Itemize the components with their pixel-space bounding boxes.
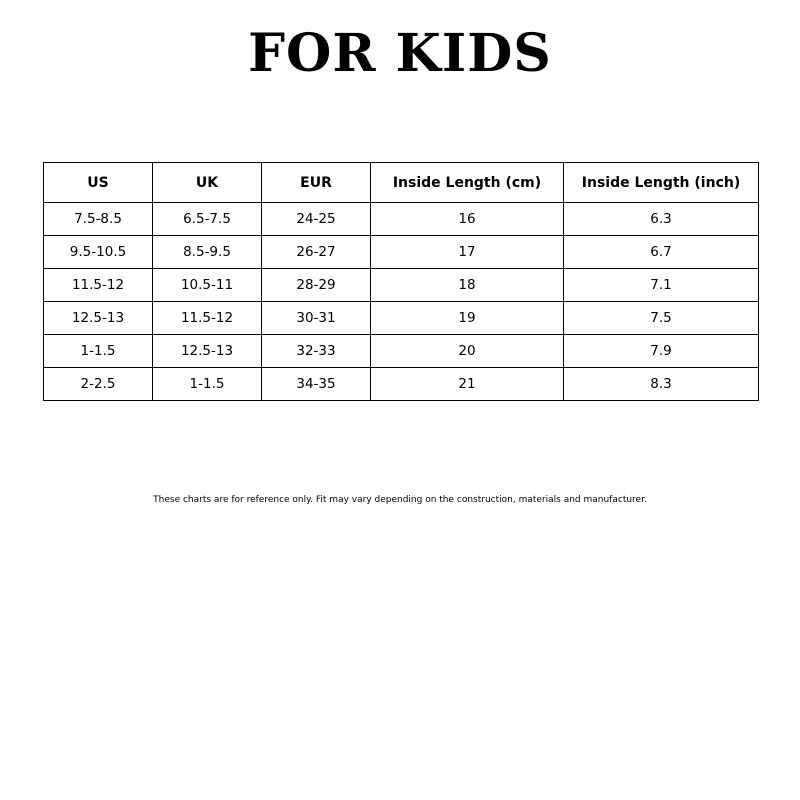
cell-length-cm: 19 xyxy=(371,302,564,335)
cell-length-cm: 18 xyxy=(371,269,564,302)
cell-uk: 10.5-11 xyxy=(153,269,262,302)
table-header-row xyxy=(44,163,759,203)
size-chart-table xyxy=(43,162,759,401)
cell-us: 11.5-12 xyxy=(44,269,153,302)
cell-us: 7.5-8.5 xyxy=(44,203,153,236)
header-us: US xyxy=(44,163,153,203)
cell-eur: 32-33 xyxy=(262,335,371,368)
table-row xyxy=(44,236,759,269)
cell-length-cm: 21 xyxy=(371,368,564,401)
cell-length-inch: 6.7 xyxy=(564,236,759,269)
cell-eur: 30-31 xyxy=(262,302,371,335)
cell-us: 2-2.5 xyxy=(44,368,153,401)
header-eur: EUR xyxy=(262,163,371,203)
cell-uk: 1-1.5 xyxy=(153,368,262,401)
cell-length-inch: 7.5 xyxy=(564,302,759,335)
cell-length-inch: 6.3 xyxy=(564,203,759,236)
cell-eur: 34-35 xyxy=(262,368,371,401)
table-row xyxy=(44,368,759,401)
cell-eur: 28-29 xyxy=(262,269,371,302)
page-title: FOR KIDS xyxy=(248,23,552,84)
cell-uk: 8.5-9.5 xyxy=(153,236,262,269)
cell-length-cm: 17 xyxy=(371,236,564,269)
table-row xyxy=(44,335,759,368)
table-row xyxy=(44,302,759,335)
cell-eur: 24-25 xyxy=(262,203,371,236)
cell-uk: 12.5-13 xyxy=(153,335,262,368)
header-inside-length-inch: Inside Length (inch) xyxy=(564,163,759,203)
reference-disclaimer: These charts are for reference only. Fit may vary depending on the construction, materials and manufacturer. xyxy=(153,495,647,505)
table-row xyxy=(44,269,759,302)
cell-us: 12.5-13 xyxy=(44,302,153,335)
cell-length-cm: 16 xyxy=(371,203,564,236)
cell-us: 1-1.5 xyxy=(44,335,153,368)
cell-length-inch: 8.3 xyxy=(564,368,759,401)
cell-uk: 6.5-7.5 xyxy=(153,203,262,236)
cell-eur: 26-27 xyxy=(262,236,371,269)
cell-length-inch: 7.9 xyxy=(564,335,759,368)
header-uk: UK xyxy=(153,163,262,203)
header-inside-length-cm: Inside Length (cm) xyxy=(371,163,564,203)
cell-length-cm: 20 xyxy=(371,335,564,368)
cell-us: 9.5-10.5 xyxy=(44,236,153,269)
cell-uk: 11.5-12 xyxy=(153,302,262,335)
cell-length-inch: 7.1 xyxy=(564,269,759,302)
table-row xyxy=(44,203,759,236)
